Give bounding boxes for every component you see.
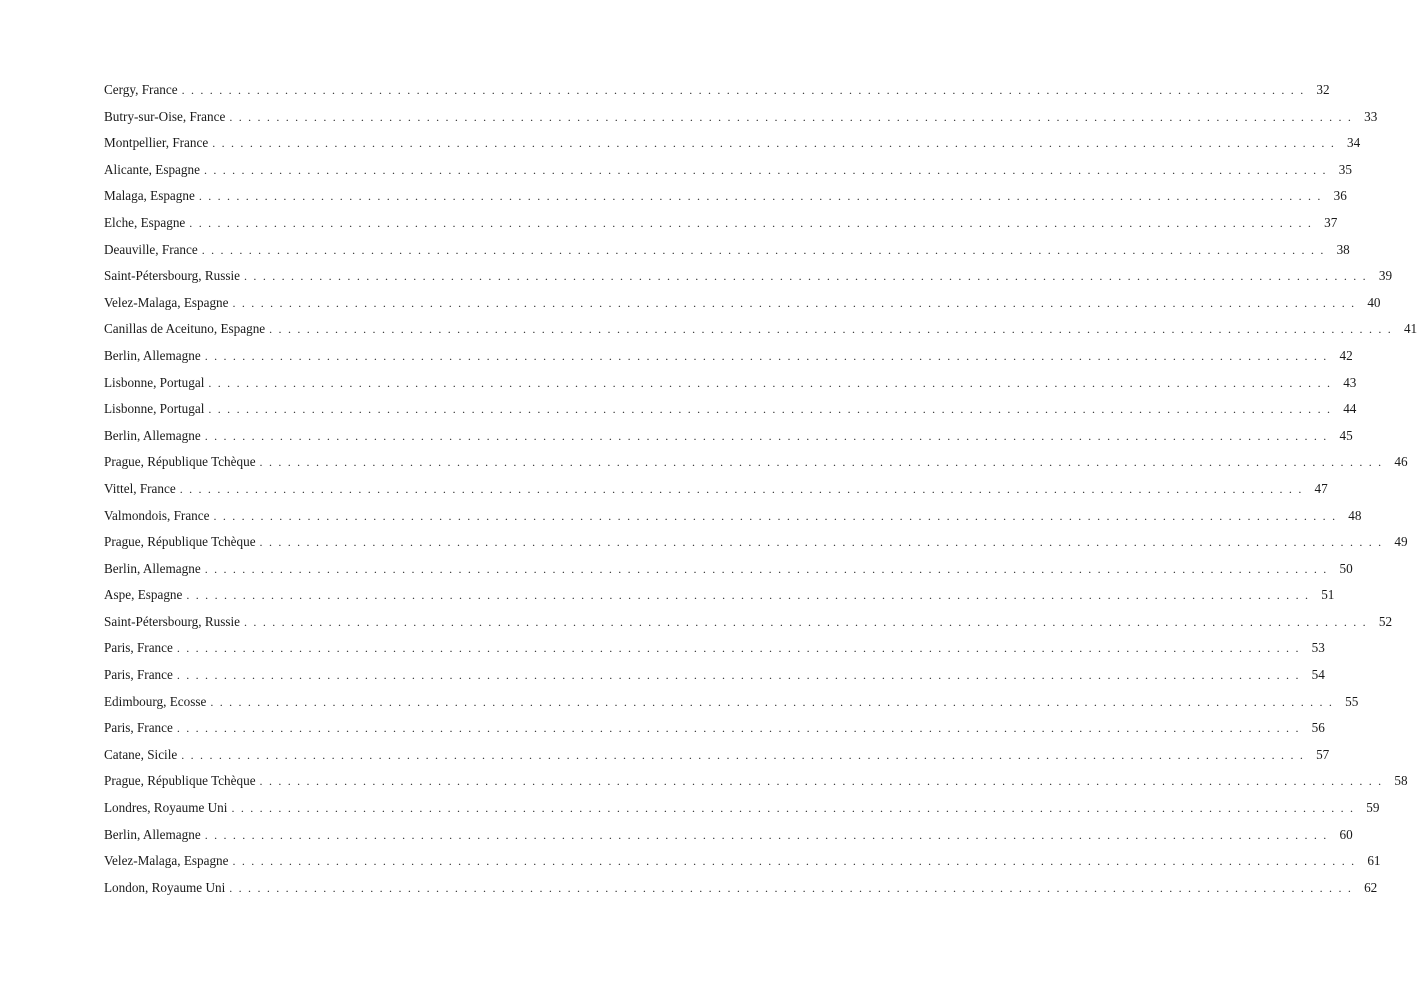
toc-entry-page-number: 33	[1364, 108, 1378, 124]
toc-entry-page-number: 34	[1347, 135, 1361, 151]
toc-dot-leader: ........................................................................................................................	[204, 561, 1333, 576]
toc-entry-label: Valmondois, France	[104, 507, 210, 523]
toc-entry-label: Catane, Sicile	[104, 746, 178, 762]
toc-entry-page-number: 43	[1343, 374, 1357, 390]
toc-entry-label: Montpellier, France	[104, 135, 209, 151]
toc-entry-page-number: 40	[1367, 294, 1381, 310]
toc-dot-leader: ........................................................................................................................	[176, 641, 1305, 656]
toc-entry-label: Paris, France	[104, 667, 173, 683]
toc-entry-label: Saint-Pétersbourg, Russie	[104, 268, 241, 284]
toc-entry-page-number: 51	[1321, 587, 1335, 603]
toc-entry-label: Berlin, Allemagne	[104, 560, 201, 576]
toc-entry	[104, 746, 1330, 774]
toc-entry-label: Berlin, Allemagne	[104, 826, 201, 842]
toc-entry-label: Cergy, France	[104, 82, 178, 97]
toc-dot-leader: ........................................................................................................................	[244, 614, 1373, 629]
toc-entry-page-number: 46	[1394, 454, 1408, 470]
toc-entry-page-number: 52	[1378, 613, 1393, 629]
toc-entry-page-number: 53	[1311, 640, 1325, 656]
toc-entry-page-number: 47	[1314, 480, 1328, 496]
toc-dot-leader: ........................................................................................................................	[198, 189, 1327, 204]
toc-entry	[104, 560, 1353, 588]
toc-dot-leader: ........................................................................................................................	[269, 322, 1398, 337]
toc-entry-page-number: 37	[1324, 214, 1338, 230]
toc-entry-label: Butry-sur-Oise, France	[104, 108, 226, 124]
toc-entry	[104, 613, 1393, 641]
toc-entry	[104, 161, 1352, 189]
toc-entry-page-number: 58	[1394, 773, 1408, 789]
toc-entry-page-number: 38	[1336, 241, 1350, 257]
toc-entry-label: London, Royaume Uni	[104, 879, 226, 895]
toc-entry	[104, 800, 1380, 827]
toc-entry	[104, 82, 1330, 109]
toc-entry	[104, 294, 1381, 322]
table-of-contents	[104, 82, 1417, 906]
toc-entry	[104, 401, 1357, 428]
toc-dot-leader: ........................................................................................................................	[259, 455, 1388, 470]
toc-entry	[104, 374, 1357, 402]
toc-dot-leader: ........................................................................................................................	[176, 668, 1305, 683]
toc-entry-label: Paris, France	[104, 720, 173, 736]
toc-entry-label: Edimbourg, Ecosse	[104, 693, 207, 709]
toc-entry-label: Prague, République Tchèque	[104, 534, 256, 550]
toc-dot-leader: ........................................................................................................................	[204, 348, 1333, 363]
toc-dot-leader: ........................................................................................................................	[208, 402, 1337, 417]
toc-entry-label: Prague, République Tchèque	[104, 454, 256, 470]
toc-entry	[104, 640, 1325, 667]
toc-entry-page-number: 56	[1311, 720, 1325, 736]
toc-entry	[104, 135, 1361, 162]
toc-dot-leader: ........................................................................................................................	[179, 481, 1308, 496]
toc-dot-leader: ........................................................................................................................	[201, 242, 1330, 257]
toc-entry-label: Prague, République Tchèque	[104, 773, 256, 789]
toc-entry	[104, 693, 1359, 721]
toc-entry	[104, 720, 1325, 747]
toc-entry-page-number: 61	[1367, 853, 1381, 869]
toc-entry-page-number: 57	[1316, 746, 1330, 762]
toc-dot-leader: ........................................................................................................................	[204, 428, 1333, 443]
toc-dot-leader: ........................................................................................................................	[229, 880, 1358, 895]
toc-dot-leader: ........................................................................................................................	[203, 162, 1332, 177]
toc-entry-label: Canillas de Aceituno, Espagne	[104, 321, 266, 337]
toc-entry	[104, 321, 1417, 348]
toc-entry	[104, 108, 1378, 136]
toc-entry	[104, 214, 1338, 242]
toc-dot-leader: ........................................................................................................................	[232, 854, 1361, 869]
toc-entry-page-number: 39	[1378, 268, 1393, 284]
toc-entry-page-number: 45	[1339, 427, 1353, 443]
toc-entry	[104, 667, 1325, 694]
toc-entry	[104, 454, 1408, 481]
toc-dot-leader: ........................................................................................................................	[213, 508, 1342, 523]
toc-entry-page-number: 41	[1403, 321, 1417, 337]
toc-dot-leader: ........................................................................................................................	[259, 535, 1388, 550]
toc-dot-leader: ........................................................................................................................	[229, 109, 1358, 124]
toc-dot-leader: ........................................................................................................................	[210, 694, 1339, 709]
toc-entry-page-number: 55	[1345, 693, 1359, 709]
toc-entry-page-number: 62	[1364, 879, 1378, 895]
toc-entry-page-number: 42	[1339, 347, 1353, 363]
toc-entry-page-number: 32	[1316, 82, 1330, 97]
toc-dot-leader: ........................................................................................................................	[212, 136, 1341, 151]
toc-dot-leader: ........................................................................................................................	[189, 215, 1318, 230]
toc-entry-label: Deauville, France	[104, 241, 198, 257]
toc-entry	[104, 534, 1408, 561]
toc-entry-label: Vittel, France	[104, 480, 176, 496]
toc-entry-label: Aspe, Espagne	[104, 587, 183, 603]
toc-entry-label: Berlin, Allemagne	[104, 427, 201, 443]
toc-dot-leader: ........................................................................................................................	[259, 774, 1388, 789]
toc-entry	[104, 587, 1335, 614]
toc-entry	[104, 773, 1408, 800]
toc-entry	[104, 879, 1378, 907]
toc-entry	[104, 347, 1353, 375]
toc-dot-leader: ........................................................................................................................	[181, 83, 1310, 97]
toc-dot-leader: ........................................................................................................................	[181, 747, 1310, 762]
toc-entry-label: Paris, France	[104, 640, 173, 656]
toc-entry-label: Berlin, Allemagne	[104, 347, 201, 363]
toc-entry-label: Lisbonne, Portugal	[104, 401, 205, 417]
toc-entry-label: Malaga, Espagne	[104, 188, 195, 204]
toc-dot-leader: ........................................................................................................................	[244, 269, 1373, 284]
toc-dot-leader: ........................................................................................................................	[176, 721, 1305, 736]
toc-dot-leader: ........................................................................................................................	[208, 375, 1337, 390]
toc-dot-leader: ........................................................................................................................	[232, 295, 1361, 310]
toc-entry-label: Londres, Royaume Uni	[104, 800, 228, 816]
toc-dot-leader: ........................................................................................................................	[186, 588, 1315, 603]
toc-entry-label: Velez-Malaga, Espagne	[104, 294, 229, 310]
toc-entry-page-number: 54	[1311, 667, 1325, 683]
toc-entry-page-number: 49	[1394, 534, 1408, 550]
toc-entry-label: Lisbonne, Portugal	[104, 374, 205, 390]
toc-entry-page-number: 35	[1338, 161, 1352, 177]
toc-entry-page-number: 44	[1343, 401, 1357, 417]
toc-entry	[104, 188, 1347, 215]
toc-entry-label: Saint-Pétersbourg, Russie	[104, 613, 241, 629]
toc-entry	[104, 268, 1393, 295]
toc-entry-page-number: 48	[1348, 507, 1362, 523]
toc-entry	[104, 480, 1328, 508]
toc-entry-page-number: 50	[1339, 560, 1353, 576]
toc-entry-page-number: 60	[1339, 826, 1353, 842]
toc-entry-label: Elche, Espagne	[104, 214, 186, 230]
toc-entry-label: Velez-Malaga, Espagne	[104, 853, 229, 869]
toc-entry	[104, 826, 1353, 854]
toc-entry	[104, 853, 1381, 880]
toc-entry-page-number: 59	[1366, 800, 1380, 816]
toc-dot-leader: ........................................................................................................................	[231, 801, 1360, 816]
toc-dot-leader: ........................................................................................................................	[204, 827, 1333, 842]
toc-entry	[104, 427, 1353, 455]
toc-entry	[104, 241, 1350, 269]
toc-entry-label: Alicante, Espagne	[104, 161, 200, 177]
toc-entry	[104, 507, 1362, 535]
toc-entry-page-number: 36	[1333, 188, 1347, 204]
